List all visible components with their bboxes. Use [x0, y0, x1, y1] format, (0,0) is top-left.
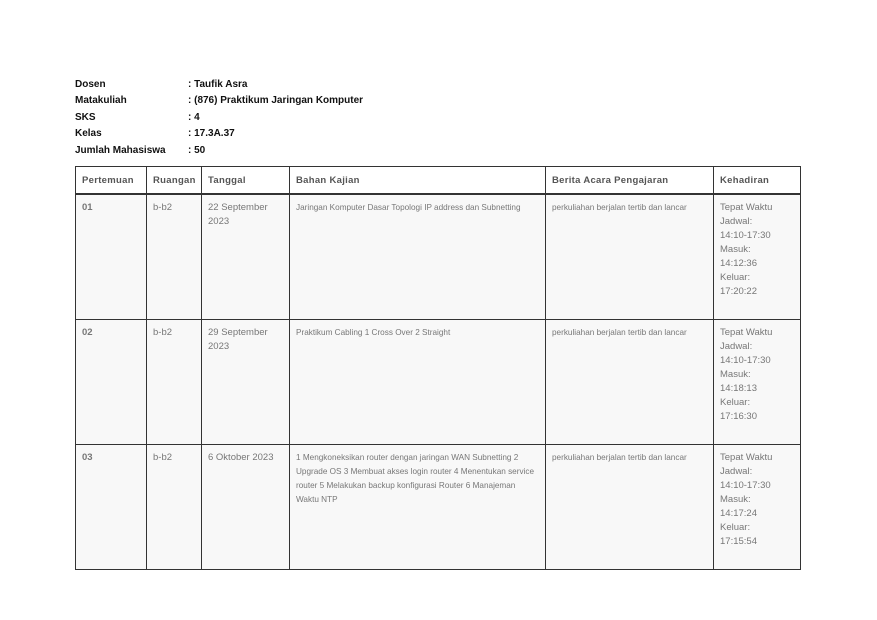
cell-tanggal: 29 September 2023	[202, 320, 290, 445]
cell-bahan-kajian: Praktikum Cabling 1 Cross Over 2 Straight	[290, 320, 546, 445]
info-value: : 50	[188, 144, 206, 156]
schedule-value: 14:10-17:30	[720, 230, 771, 241]
cell-tanggal: 22 September 2023	[202, 194, 290, 320]
header-kehadiran: Kehadiran	[714, 167, 801, 195]
cell-berita-acara: perkuliahan berjalan tertib dan lancar	[546, 320, 714, 445]
info-row-kelas	[75, 126, 363, 143]
check-out-label: Keluar:	[720, 397, 751, 408]
cell-kehadiran	[714, 445, 801, 570]
info-label: Kelas	[75, 128, 102, 140]
cell-kehadiran	[714, 194, 801, 320]
info-row-jumlah-mahasiswa	[75, 142, 363, 159]
cell-pertemuan: 02	[76, 320, 147, 445]
cell-bahan-kajian: Jaringan Komputer Dasar Topologi IP address dan Subnetting	[290, 194, 546, 320]
header-ruangan: Ruangan	[147, 167, 202, 195]
schedule-value: 14:10-17:30	[720, 480, 771, 491]
check-in-value: 14:17:24	[720, 508, 757, 519]
attendance-table	[75, 166, 801, 570]
check-out-value: 17:16:30	[720, 411, 757, 422]
cell-ruangan: b-b2	[147, 445, 202, 570]
header-tanggal: Tanggal	[202, 167, 290, 195]
info-label: Matakuliah	[75, 95, 127, 107]
cell-berita-acara: perkuliahan berjalan tertib dan lancar	[546, 445, 714, 570]
table-row	[76, 194, 801, 320]
cell-pertemuan: 01	[76, 194, 147, 320]
attendance-status: Tepat Waktu	[720, 327, 773, 338]
schedule-label: Jadwal:	[720, 341, 753, 352]
cell-kehadiran	[714, 320, 801, 445]
schedule-value: 14:10-17:30	[720, 355, 771, 366]
info-row-sks	[75, 109, 363, 126]
check-out-value: 17:20:22	[720, 286, 757, 297]
cell-pertemuan: 03	[76, 445, 147, 570]
course-info	[75, 76, 363, 159]
check-in-label: Masuk:	[720, 494, 751, 505]
info-row-matakuliah	[75, 93, 363, 110]
table-header-row	[76, 167, 801, 195]
header-bahan-kajian: Bahan Kajian	[290, 167, 546, 195]
cell-ruangan: b-b2	[147, 320, 202, 445]
info-value: : (876) Praktikum Jaringan Komputer	[188, 95, 364, 107]
check-out-label: Keluar:	[720, 272, 751, 283]
table-row	[76, 320, 801, 445]
table-row	[76, 445, 801, 570]
check-in-value: 14:12:36	[720, 258, 757, 269]
check-out-value: 17:15:54	[720, 536, 757, 547]
attendance-status: Tepat Waktu	[720, 452, 773, 463]
info-value: : 17.3A.37	[188, 128, 235, 140]
info-label: SKS	[75, 111, 96, 123]
schedule-label: Jadwal:	[720, 466, 753, 477]
cell-ruangan: b-b2	[147, 194, 202, 320]
check-out-label: Keluar:	[720, 522, 751, 533]
check-in-label: Masuk:	[720, 369, 751, 380]
check-in-value: 14:18:13	[720, 383, 757, 394]
cell-berita-acara: perkuliahan berjalan tertib dan lancar	[546, 194, 714, 320]
info-value: : 4	[188, 111, 200, 123]
check-in-label: Masuk:	[720, 244, 751, 255]
cell-tanggal: 6 Oktober 2023	[202, 445, 290, 570]
header-berita-acara: Berita Acara Pengajaran	[546, 167, 714, 195]
info-label: Jumlah Mahasiswa	[75, 144, 166, 156]
attendance-status: Tepat Waktu	[720, 202, 773, 213]
cell-bahan-kajian: 1 Mengkoneksikan router dengan jaringan WAN Subnetting 2 Upgrade OS 3 Membuat akses login router 4 Menentukan service router 5 Melakukan backup konfigurasi Router 6 Manajeman Waktu NTP	[290, 445, 546, 570]
info-value: : Taufik Asra	[188, 78, 248, 90]
header-pertemuan: Pertemuan	[76, 167, 147, 195]
info-row-dosen	[75, 76, 363, 93]
schedule-label: Jadwal:	[720, 216, 753, 227]
info-label: Dosen	[75, 78, 106, 90]
